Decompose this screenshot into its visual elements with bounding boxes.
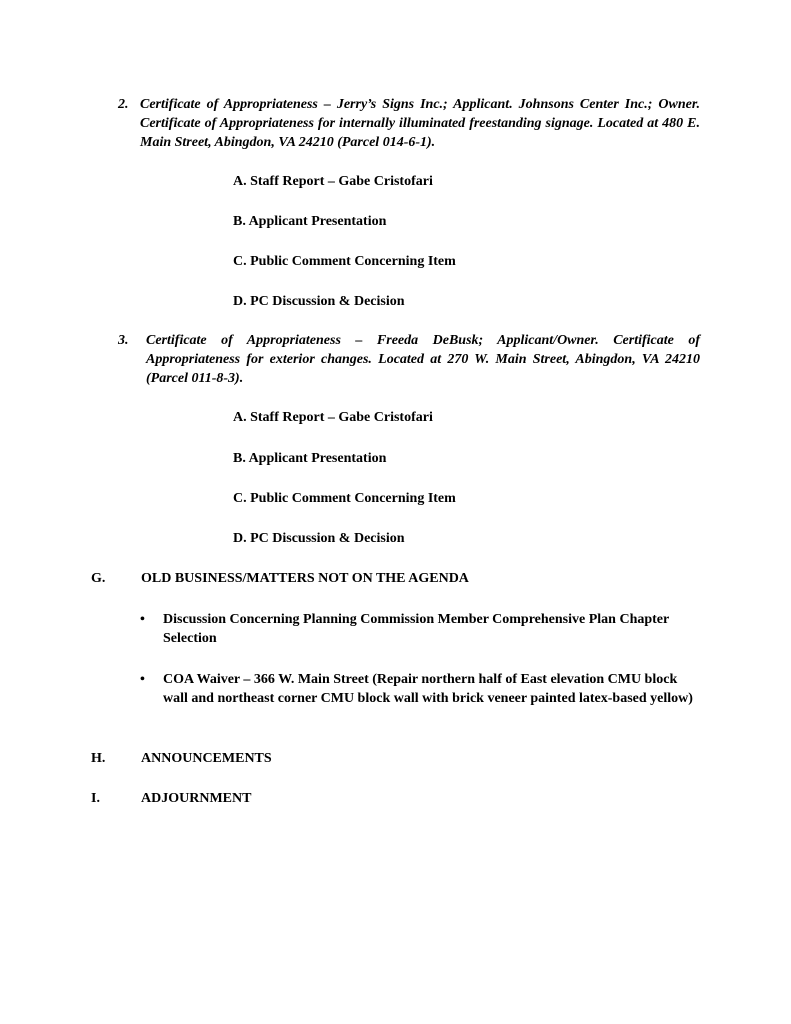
bullet-icon: •	[140, 672, 145, 687]
agenda-subitem: B. Applicant Presentation	[233, 451, 387, 466]
agenda-subitem: A. Staff Report – Gabe Cristofari	[233, 174, 433, 189]
agenda-subitem: C. Public Comment Concerning Item	[233, 254, 456, 269]
agenda-item-text: Certificate of Appropriateness – Jerry’s Signs Inc.; Applicant. Johnsons Center Inc.; Owner. Certificate of Appropriateness for internally illuminated freestanding signage. Located at 480 E. Main Street, Abingdon, VA 24210 (Parcel 014-6-1).	[140, 97, 700, 150]
bullet-text: Discussion Concerning Planning Commission Member Comprehensive Plan Chapter Selection	[163, 612, 669, 646]
bullet-icon: •	[140, 612, 145, 627]
agenda-subitem: A. Staff Report – Gabe Cristofari	[233, 410, 433, 425]
bullet-text: COA Waiver – 366 W. Main Street (Repair northern half of East elevation CMU block wall and northeast corner CMU block wall with brick veneer painted latex-based yellow)	[163, 672, 693, 706]
agenda-item-text: Certificate of Appropriateness – Freeda DeBusk; Applicant/Owner. Certificate of Appropriateness for exterior changes. Located at 270 W. Main Street, Abingdon, VA 24210 (Parcel 011-8-3).	[146, 333, 700, 386]
section-letter: H.	[91, 751, 106, 766]
section-title: ADJOURNMENT	[141, 791, 252, 806]
agenda-item-number: 3.	[118, 333, 129, 348]
agenda-subitem: D. PC Discussion & Decision	[233, 294, 405, 309]
agenda-subitem: C. Public Comment Concerning Item	[233, 491, 456, 506]
section-letter: I.	[91, 791, 100, 806]
agenda-item-number: 2.	[118, 97, 129, 112]
section-title: ANNOUNCEMENTS	[141, 751, 272, 766]
agenda-subitem: B. Applicant Presentation	[233, 214, 387, 229]
agenda-subitem: D. PC Discussion & Decision	[233, 531, 405, 546]
section-letter: G.	[91, 571, 106, 586]
agenda-item-3	[118, 331, 700, 391]
agenda-item-2	[118, 95, 700, 155]
section-title: OLD BUSINESS/MATTERS NOT ON THE AGENDA	[141, 571, 469, 586]
